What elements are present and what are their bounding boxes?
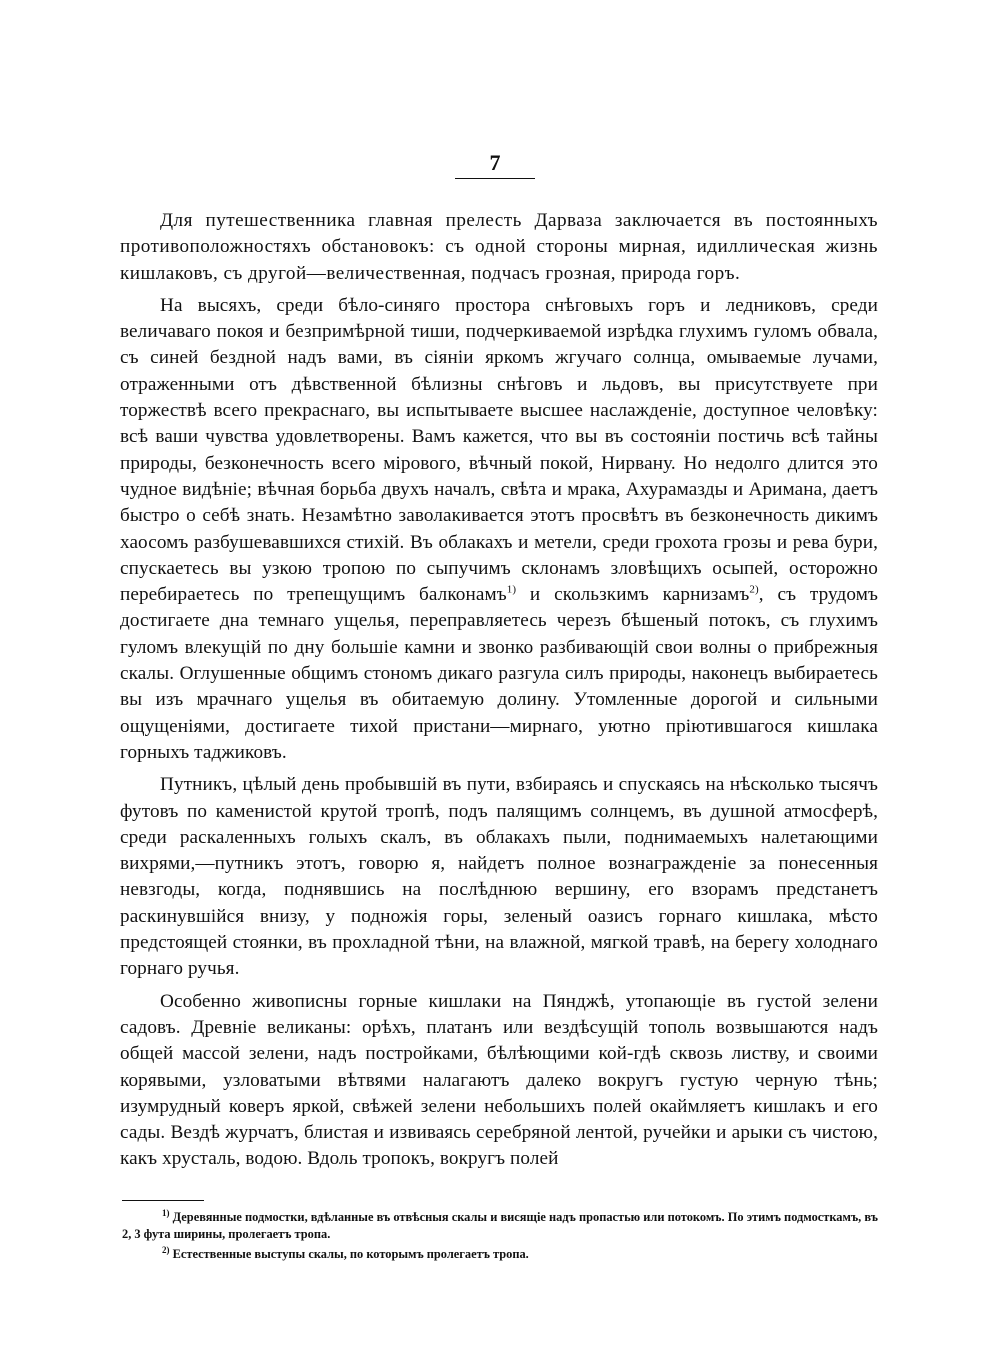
paragraph-2 xyxy=(120,293,878,766)
footnote-ref-2: 2) xyxy=(749,583,759,596)
footnote-ref-1: 1) xyxy=(506,583,517,596)
footnote-1 xyxy=(122,1209,878,1243)
paragraph-3: Путникъ, цѣлый день пробывшій въ пути, взбираясь и спускаясь на нѣсколько тысячъ футовъ по каменистой крутой тропѣ, подъ палящимъ солнцемъ, въ душной атмосферѣ, среди раскаленныхъ голыхъ скалъ, въ облакахъ пыли, поднимаемыхъ налетающими вихрями,—путникъ этотъ, говорю я, найдетъ полное вознагражденіе за понесенныя невзгоды, когда, поднявшись на послѣднюю вершину, его взорамъ предстанетъ раскинувшійся внизу, у подножія горы, зеленый оазисъ горнаго кишлака, мѣсто предстоящей стоянки, въ прохладной тѣни, на влажной, мягкой травѣ, на берегу холоднаго горнаго ручья. xyxy=(120,774,878,980)
footnotes xyxy=(122,1209,878,1266)
paragraph-2-part-a: На высяхъ, среди бѣло-синяго простора снѣговыхъ горъ и ледниковъ, среди величаваго покоя и безпримѣрной тиши, подчеркиваемой изрѣдка глухимъ гуломъ обвала, съ синей бездной надъ вами, въ сіяніи яркомъ жгучаго солнца, омываемые лучами, отраженными отъ дѣвственной бѣлизны снѣговъ и льдовъ, вы присутствуете при торжествѣ всего прекраснаго, вы испытываете высшее наслажденіе, доступное человѣку: всѣ ваши чувства удовлетворены. Вамъ кажется, что вы въ состояніи постичь всѣ тайны природы, безконечность всего мірового, вѣчный покой, Нирвану. Но недолго длится это чудное видѣніе; вѣчная борьба двухъ началъ, свѣта и мрака, Ахурамазды и Аримана, даетъ быстро о себѣ знать. Незамѣтно заволакивается этотъ просвѣтъ въ безконечность дикимъ хаосомъ разбушевавшихся стихій. Въ облакахъ и метели, среди грохота грозы и рева бури, спускаетесь вы узкою тропою по сыпучимъ склонамъ зловѣщихъ осыпей, осторожно перебираетесь по трепещущимъ балконамъ xyxy=(120,294,878,606)
paragraph-2-part-c: , съ трудомъ достигаете дна темнаго ущелья, переправляетесь черезъ бѣшеный потокъ, съ глухимъ гуломъ влекущій по дну большіе камни и звонко разбивающій свои волны о прибрежныя скалы. Оглушенные общимъ стономъ дикаго разгула силъ природы, наконецъ выбираетесь вы изъ мрачнаго ущелья въ обитаемую долину. Утомленные дорогой и сильными ощущеніями, достигаете тихой пристани—мирнаго, уютно пріютившагося кишлака горныхъ таджиковъ. xyxy=(120,584,878,763)
main-text xyxy=(120,208,878,1179)
paragraph-2-part-b: и скользкимъ карнизамъ xyxy=(516,584,750,606)
footnote-1-mark: 1) xyxy=(162,1207,170,1218)
footnote-2-mark: 2) xyxy=(162,1244,170,1255)
footnote-2 xyxy=(122,1246,878,1263)
paragraph-4: Особенно живописны горные кишлаки на Пянджѣ, утопающіе въ густой зелени садовъ. Древніе великаны: орѣхъ, платанъ или вездѣсущій тополь возвышаются надъ общей массой зелени, надъ постройками, бѣлѣющими кой-гдѣ сквозь листву, и своими корявыми, узловатыми вѣтвями налагаютъ далеко вокругъ густую черную тѣнь; изумрудный коверъ яркой, свѣжей зелени небольшихъ полей окаймляетъ кишлакъ и его сады. Вездѣ журчатъ, блистая и извиваясь серебряной лентой, ручейки и арыки съ чистою, какъ хрусталь, водою. Вдоль тропокъ, вокругъ полей xyxy=(120,990,878,1170)
footnote-1-text: Деревянные подмостки, вдѣланные въ отвѣсныя скалы и висящіе надъ пропастью или потокомъ. По этимъ подмосткамъ, въ 2, 3 фута ширины, пролегаетъ тропа. xyxy=(122,1210,878,1241)
page-number: 7 xyxy=(455,150,535,179)
footnote-2-text: Естественные выступы скалы, по которымъ пролегаетъ тропа. xyxy=(169,1247,529,1261)
footnote-divider xyxy=(122,1200,204,1201)
paragraph-1: Для путешественника главная прелесть Дарваза заключается въ постоянныхъ противоположностяхъ обстановокъ: съ одной стороны мирная, идиллическая жизнь кишлаковъ, съ другой—величественная, подчасъ грозная, природа горъ. xyxy=(120,210,878,284)
